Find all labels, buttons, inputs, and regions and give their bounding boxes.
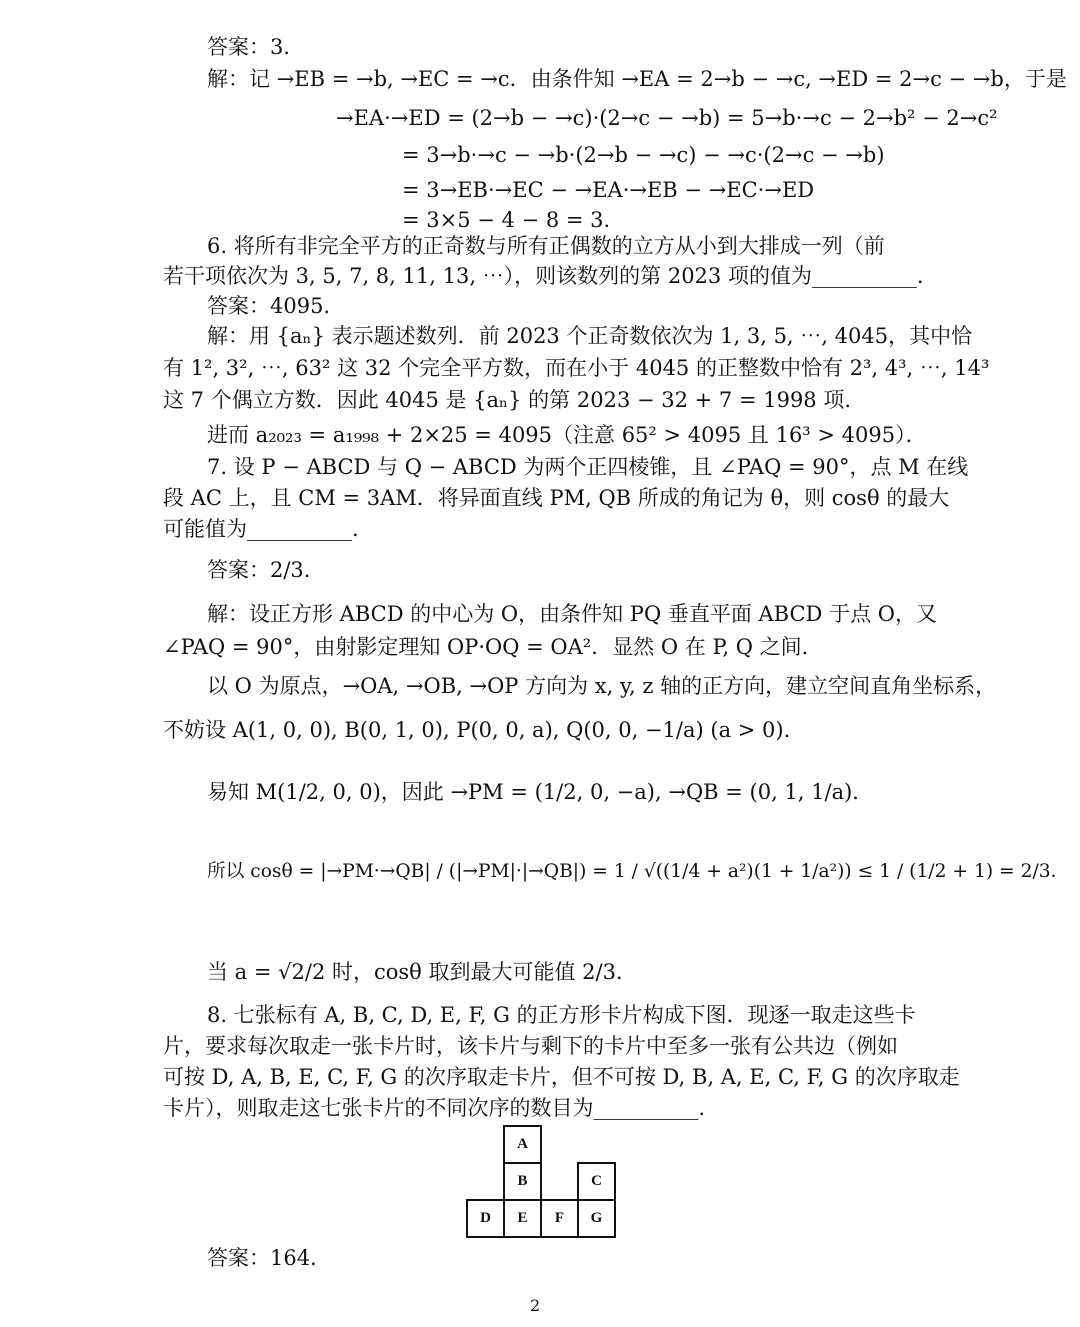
solution-7-cont: ∠PAQ = 90°，由射影定理知 OP·OQ = OA²．显然 O 在 P, Q 之间． — [163, 635, 823, 659]
solution-6-cont: 有 1², 3², ⋯, 63² 这 32 个完全平方数，而在小于 4045 的正整数中恰有 2³, 4³, ⋯, 14³ — [163, 356, 990, 380]
equation-line: = 3→b·→c − →b·(2→b − →c) − →c·(2→c − →b) — [402, 143, 885, 167]
problem-8-cont: 可按 D, A, B, E, C, F, G 的次序取走卡片，但不可按 D, B, A, E, C, F, G 的次序取走 — [163, 1065, 960, 1089]
solution-7-cont: 易知 M(1/2, 0, 0)，因此 →PM = (1/2, 0, −a), →QB = (0, 1, 1/a)． — [207, 780, 874, 804]
solution-6-end: 进而 a₂₀₂₃ = a₁₉₉₈ + 2×25 = 4095（注意 65² > 4095 且 16³ > 4095）． — [207, 423, 927, 447]
problem-8-cont: 片，要求每次取走一张卡片时，该卡片与剩下的卡片中至多一张有公共边（例如 — [163, 1034, 898, 1058]
answer-7: 答案：2/3． — [207, 558, 325, 582]
card-b: B — [503, 1162, 542, 1201]
solution-7: 解：设正方形 ABCD 的中心为 O，由条件知 PQ 垂直平面 ABCD 于点 O，又 — [207, 602, 937, 626]
solution-6-cont: 这 7 个偶立方数．因此 4045 是 {aₙ} 的第 2023 − 32 + 7 = 1998 项． — [163, 388, 866, 412]
problem-7-cont: 段 AC 上，且 CM = 3AM．将异面直线 PM, QB 所成的角记为 θ，则 cosθ 的最大 — [163, 486, 950, 510]
page-number: 2 — [530, 1296, 541, 1315]
card-c: C — [577, 1162, 616, 1201]
problem-8: 8. 七张标有 A, B, C, D, E, F, G 的正方形卡片构成下图．现逐一取走这些卡 — [207, 1003, 916, 1027]
solution-7-end: 当 a = √2/2 时，cosθ 取到最大可能值 2/3． — [207, 960, 637, 984]
card-f: F — [540, 1199, 579, 1238]
card-e: E — [503, 1199, 542, 1238]
problem-6: 6. 将所有非完全平方的正奇数与所有正偶数的立方从小到大排成一列（前 — [207, 234, 885, 258]
card-g: G — [577, 1199, 616, 1238]
answer-8: 答案：164． — [207, 1246, 332, 1270]
equation-line: = 3→EB·→EC − →EA·→EB − →EC·→ED — [402, 178, 815, 202]
card-figure — [466, 1125, 614, 1236]
card-a: A — [503, 1125, 542, 1164]
solution-7-cont: 不妨设 A(1, 0, 0), B(0, 1, 0), P(0, 0, a), Q(0, 0, −1/a) (a > 0)． — [163, 718, 805, 742]
problem-8-cont: 卡片），则取走这七张卡片的不同次序的数目为__________． — [163, 1096, 720, 1120]
solution-5-intro: 解：记 →EB = →b, →EC = →c．由条件知 →EA = 2→b − →c, →ED = 2→c − →b，于是 — [207, 67, 1067, 91]
problem-7: 7. 设 P − ABCD 与 Q − ABCD 为两个正四棱锥，且 ∠PAQ = 90°，点 M 在线 — [207, 455, 969, 479]
solution-6: 解：用 {aₙ} 表示题述数列．前 2023 个正奇数依次为 1, 3, 5, ⋯, 4045，其中恰 — [207, 324, 973, 348]
card-d: D — [466, 1199, 505, 1238]
problem-7-cont: 可能值为__________． — [163, 517, 373, 541]
equation-line: = 3×5 − 4 − 8 = 3． — [402, 208, 625, 232]
answer-5: 答案：3． — [207, 35, 305, 59]
answer-6: 答案：4095． — [207, 294, 345, 318]
equation-line: →EA·→ED = (2→b − →c)·(2→c − →b) = 5→b·→c − 2→b² − 2→c² — [336, 106, 998, 130]
solution-7-cont: 以 O 为原点，→OA, →OB, →OP 方向为 x, y, z 轴的正方向，建立空间直角坐标系， — [207, 674, 997, 698]
solution-7-cont: 所以 cosθ = |→PM·→QB| / (|→PM|·|→QB|) = 1 / √((1/4 + a²)(1 + 1/a²)) ≤ 1 / (1/2 + 1) = 2/3． — [207, 861, 1070, 882]
problem-6-cont: 若干项依次为 3, 5, 7, 8, 11, 13, ⋯），则该数列的第 2023 项的值为__________． — [163, 264, 938, 288]
